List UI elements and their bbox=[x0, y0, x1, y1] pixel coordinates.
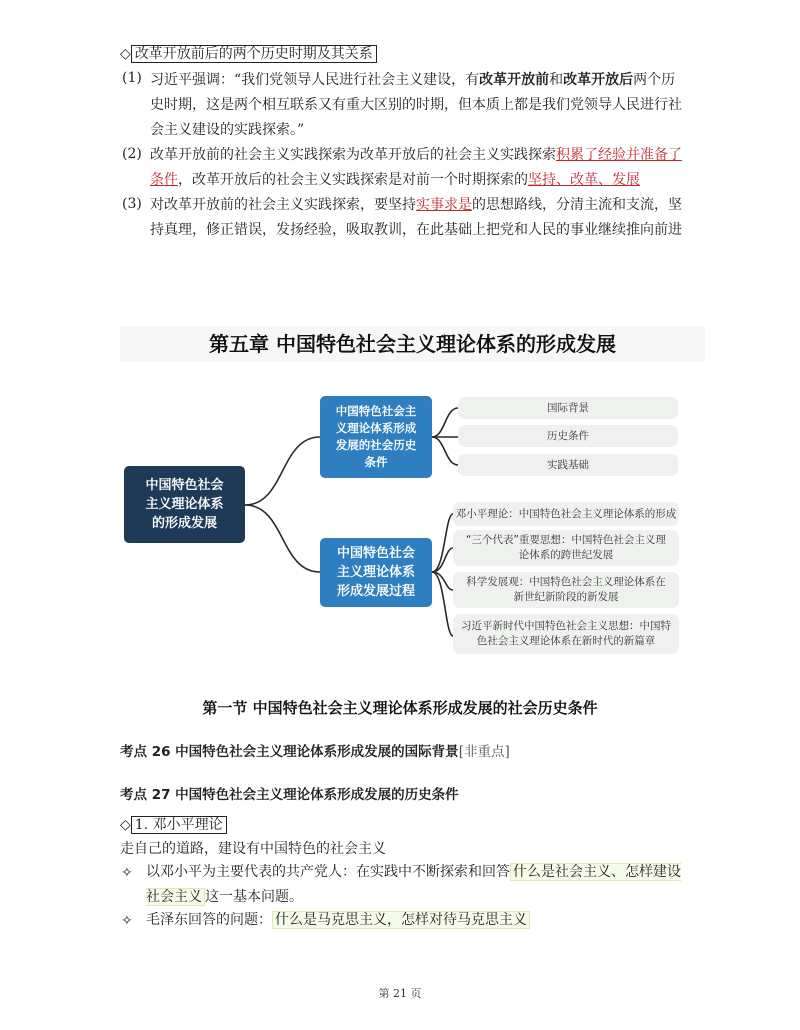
diamond-icon: ◇ bbox=[120, 817, 131, 833]
connector-b2-leaf4 bbox=[432, 572, 453, 636]
item-2-number: (2) bbox=[122, 146, 142, 162]
deng-heading bbox=[120, 813, 227, 838]
kaodian-26-label: 考点 26 中国特色社会主义理论体系形成发展的国际背景 bbox=[120, 744, 459, 760]
section1-heading bbox=[120, 42, 377, 67]
connector-root-branch1 bbox=[245, 437, 320, 505]
mindmap-leaf-international: 国际背景 bbox=[458, 397, 678, 419]
connector-root-branch2 bbox=[245, 505, 320, 572]
kaodian-26-tag: [非重点] bbox=[458, 744, 510, 760]
mindmap-leaf-scientific-outlook: 科学发展观：中国特色社会主义理论体系在新世纪新阶段的新发展 bbox=[453, 572, 679, 608]
section1-heading-text: 改革开放前后的两个历史时期及其关系 bbox=[131, 45, 377, 63]
mindmap-root: 中国特色社会主义理论体系的形成发展 bbox=[124, 466, 245, 543]
item-3-number: (3) bbox=[122, 196, 142, 212]
mindmap-branch1: 中国特色社会主义理论体系形成发展的社会历史条件 bbox=[320, 396, 432, 478]
item-1-number: (1) bbox=[122, 70, 142, 86]
mindmap-leaf-deng: 邓小平理论：中国特色社会主义理论体系的形成 bbox=[453, 502, 679, 526]
sparkle-bullet-icon: ✧ bbox=[121, 913, 133, 929]
connector-b2-leaf2 bbox=[432, 548, 453, 572]
item-3-text: 对改革开放前的社会主义实践探索，要坚持实事求是的思想路线，分清主流和支流，坚持真理，修正错误，发扬经验，吸取教训，在此基础上把党和人民的事业继续推向前进 bbox=[150, 197, 682, 238]
kaodian-26 bbox=[120, 740, 510, 760]
connector-b2-leaf3 bbox=[432, 572, 453, 590]
item-1-text: 习近平强调：“我们党领导人民进行社会主义建设，有改革开放前和改革开放后两个历史时期，这是两个相互联系又有重大区别的时期，但本质上都是我们党领导人民进行社会主义建设的实践探索。” bbox=[150, 72, 682, 138]
mindmap-leaf-practice: 实践基础 bbox=[458, 454, 678, 476]
mindmap-branch2: 中国特色社会主义理论体系形成发展过程 bbox=[320, 538, 432, 607]
mindmap-leaf-three-represents: “三个代表”重要思想：中国特色社会主义理论体系的跨世纪发展 bbox=[453, 530, 679, 566]
deng-bullet-1: 以邓小平为主要代表的共产党人：在实践中不断探索和回答 什么是社会主义、怎样建设社会主义 这一基本问题。 bbox=[146, 864, 681, 905]
sparkle-bullet-icon: ✧ bbox=[121, 865, 133, 881]
diamond-icon: ◇ bbox=[120, 46, 131, 62]
mindmap-leaf-xi-thought: 习近平新时代中国特色社会主义思想：中国特色社会主义理论体系在新时代的新篇章 bbox=[453, 614, 679, 654]
connector-b2-leaf1 bbox=[432, 514, 453, 572]
chapter-title: 第五章 中国特色社会主义理论体系的形成发展 bbox=[120, 326, 705, 362]
section-title: 第一节 中国特色社会主义理论体系形成发展的社会历史条件 bbox=[202, 699, 598, 717]
connector-b1-leaf3 bbox=[432, 437, 458, 465]
deng-bullet-2: 毛泽东回答的问题： 什么是马克思主义，怎样对待马克思主义 bbox=[146, 908, 686, 933]
connector-b1-leaf1 bbox=[432, 408, 458, 437]
mindmap-leaf-history: 历史条件 bbox=[458, 425, 678, 447]
deng-heading-text: 1. 邓小平理论 bbox=[131, 816, 227, 834]
kaodian-27: 考点 27 中国特色社会主义理论体系形成发展的历史条件 bbox=[120, 787, 459, 803]
item-2-text: 改革开放前的社会主义实践探索为改革开放后的社会主义实践探索积累了经验并准备了条件，改革开放后的社会主义实践探索是对前一个时期探索的坚持、改革、发展 bbox=[150, 147, 682, 188]
page-number: 第 21 页 bbox=[378, 987, 422, 1000]
deng-line1: 走自己的道路，建设有中国特色的社会主义 bbox=[120, 841, 386, 857]
